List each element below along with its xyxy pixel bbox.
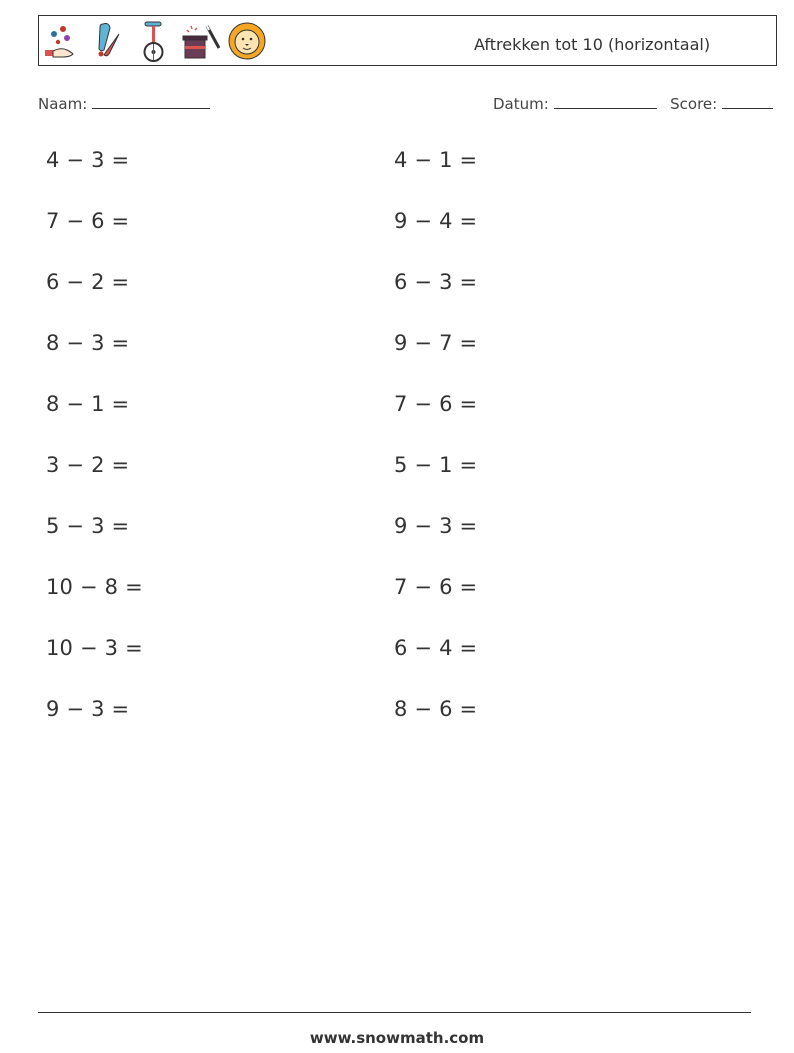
problem-right-2: 9 − 4 = [394, 209, 478, 233]
problem-left-2: 7 − 6 = [46, 209, 130, 233]
juggling-hand-icon [43, 20, 77, 60]
problem-left-6: 3 − 2 = [46, 453, 130, 477]
problem-left-1: 4 − 3 = [46, 148, 130, 172]
problem-right-5: 7 − 6 = [394, 392, 478, 416]
problem-right-1: 4 − 1 = [394, 148, 478, 172]
lion-icon [227, 20, 267, 62]
date-score-fields [493, 93, 773, 113]
date-label: Datum: [493, 95, 549, 113]
problem-left-10: 9 − 3 = [46, 697, 130, 721]
name-field [38, 93, 210, 113]
problem-right-9: 6 − 4 = [394, 636, 478, 660]
unicycle-icon [137, 20, 171, 64]
problem-right-3: 6 − 3 = [394, 270, 478, 294]
footer-url: www.snowmath.com [309, 1029, 485, 1047]
problem-left-5: 8 − 1 = [46, 392, 130, 416]
problem-right-6: 5 − 1 = [394, 453, 478, 477]
worksheet-header [38, 15, 777, 66]
name-label: Naam: [38, 95, 88, 113]
score-label: Score: [670, 95, 718, 113]
juggling-club-icon [89, 20, 129, 60]
problem-left-8: 10 − 8 = [46, 575, 143, 599]
score-blank [722, 93, 773, 109]
problem-left-4: 8 − 3 = [46, 331, 130, 355]
name-blank [92, 93, 210, 109]
problem-left-7: 5 − 3 = [46, 514, 130, 538]
worksheet-title: Aftrekken tot 10 (horizontaal) [474, 35, 711, 54]
problem-right-8: 7 − 6 = [394, 575, 478, 599]
date-blank [554, 93, 657, 109]
problem-right-7: 9 − 3 = [394, 514, 478, 538]
magic-hat-icon [181, 20, 223, 64]
footer-divider [38, 1012, 751, 1013]
problem-right-10: 8 − 6 = [394, 697, 478, 721]
problem-right-4: 9 − 7 = [394, 331, 478, 355]
problem-left-3: 6 − 2 = [46, 270, 130, 294]
problem-left-9: 10 − 3 = [46, 636, 143, 660]
